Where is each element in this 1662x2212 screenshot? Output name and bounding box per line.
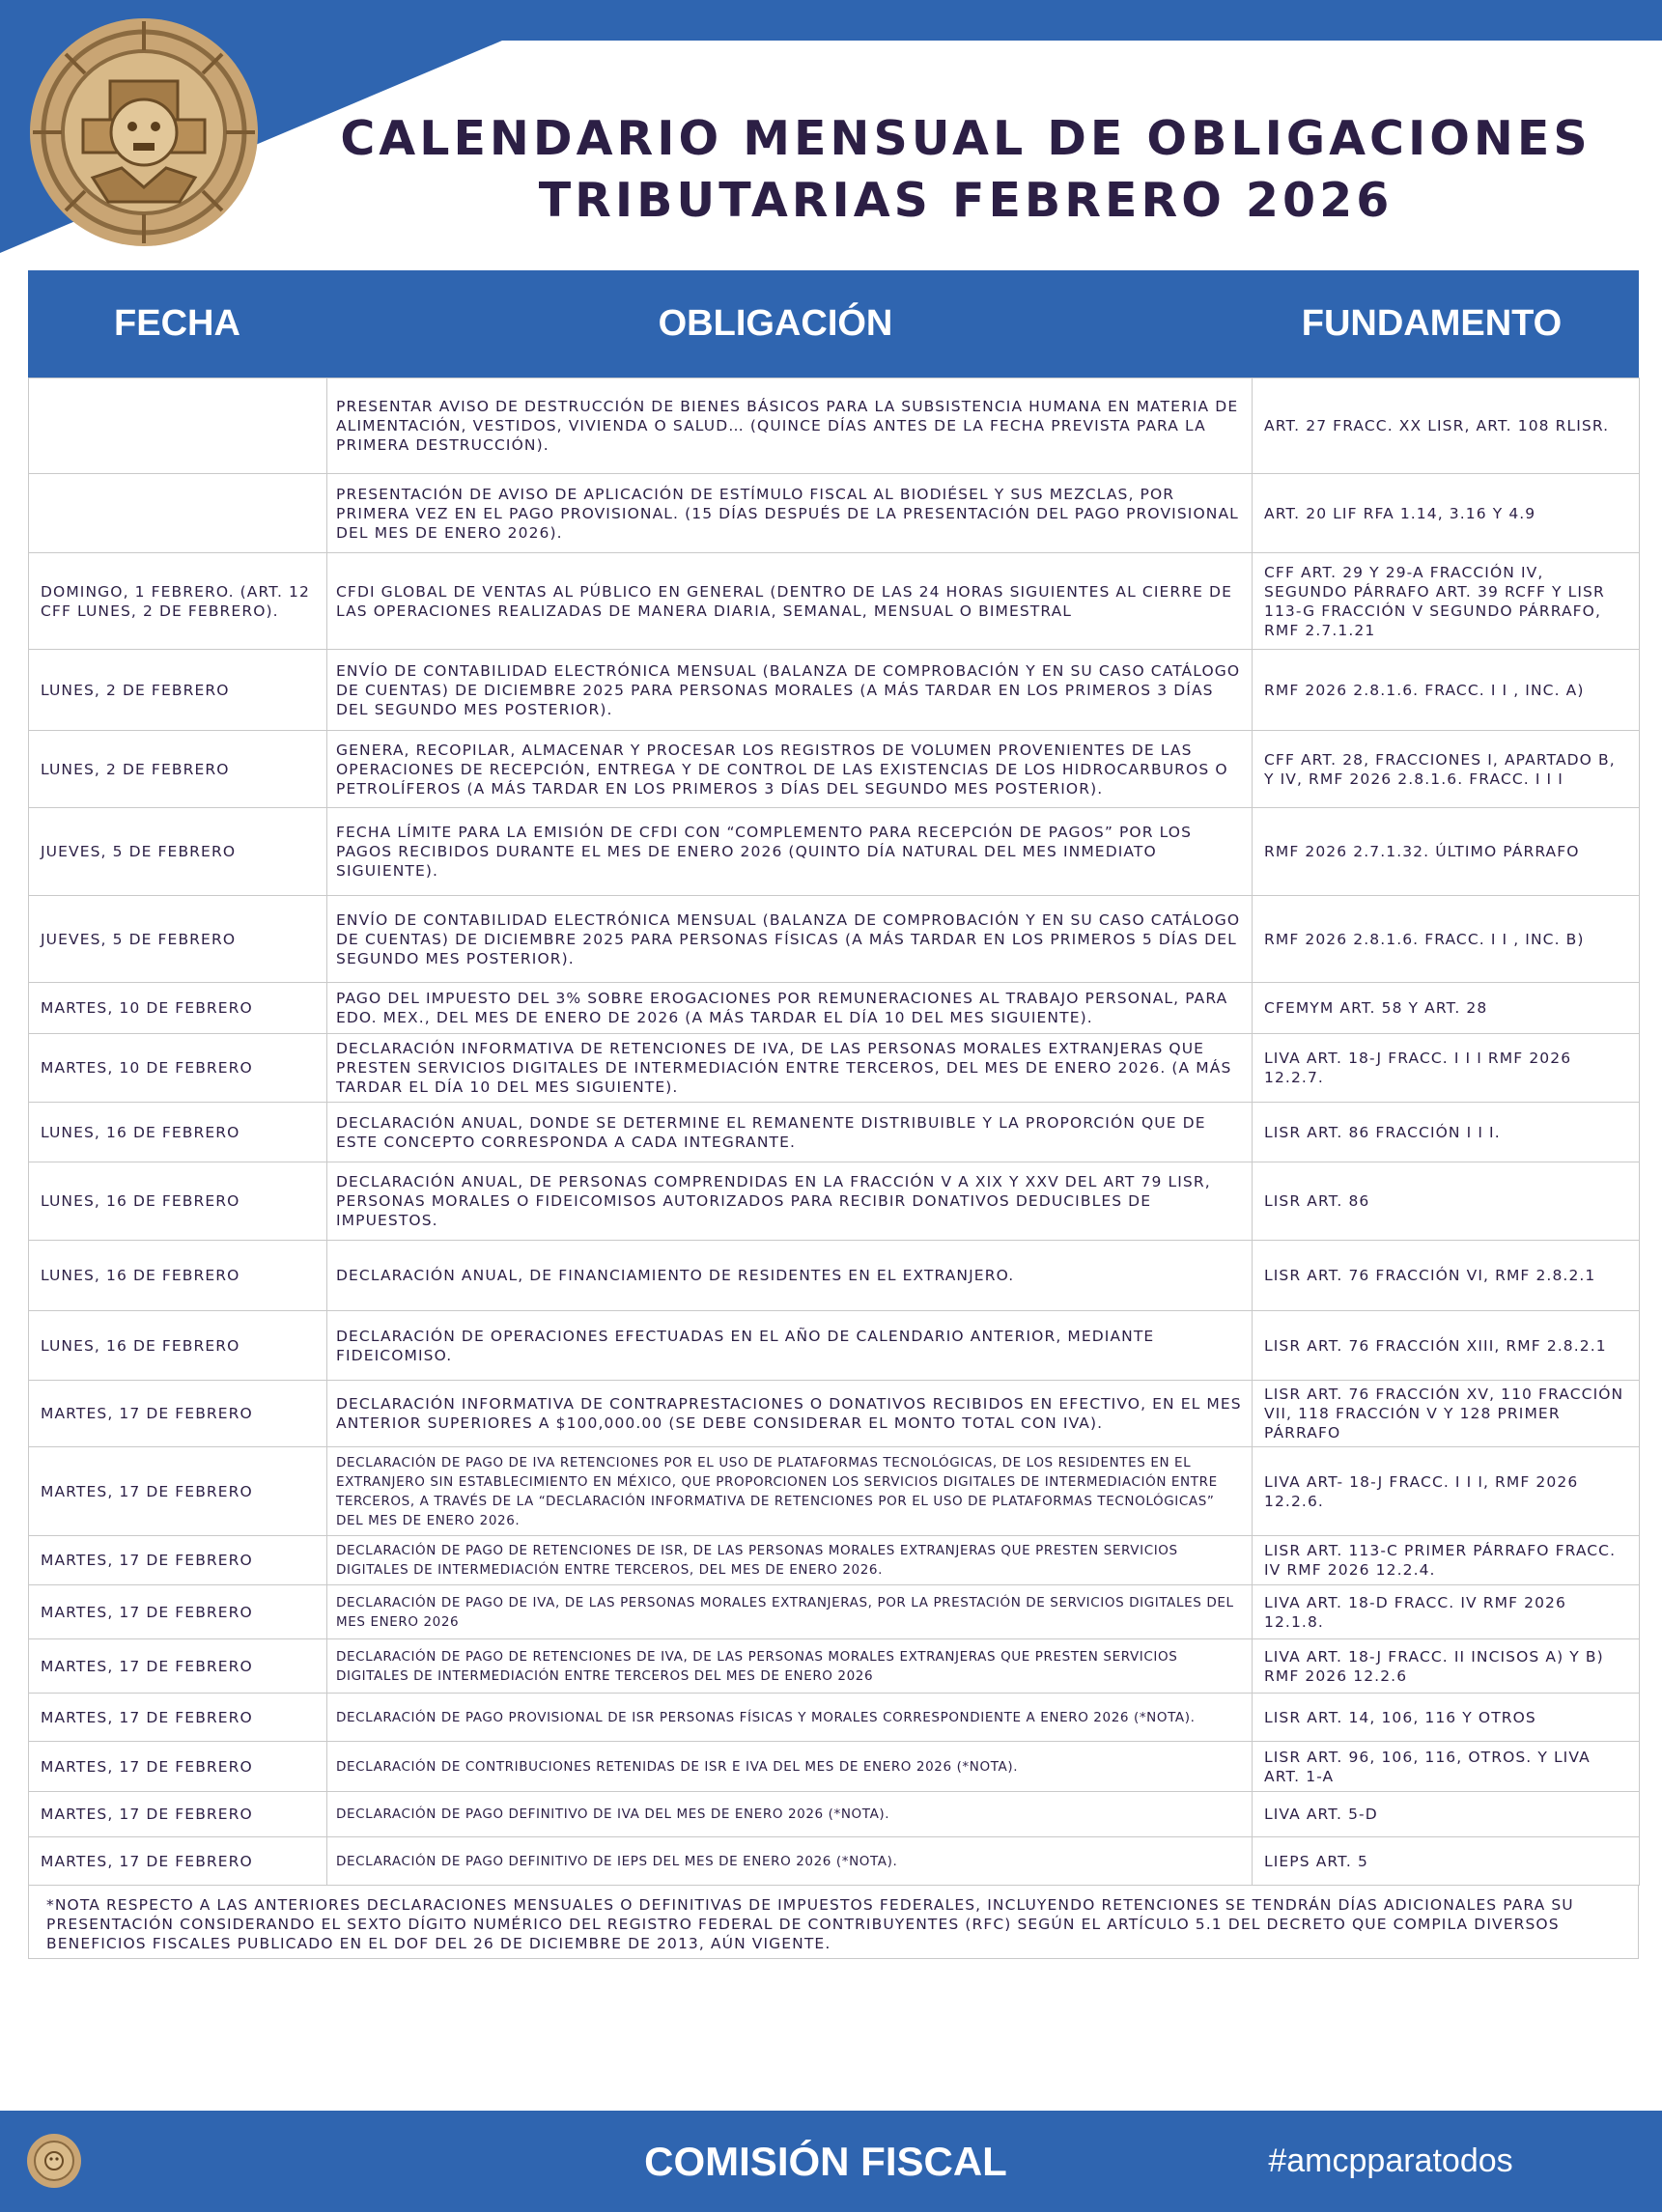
cell-fundamento: LIVA ART. 5-D [1253, 1792, 1640, 1837]
cell-fundamento: ART. 27 FRACC. XX LISR, ART. 108 RLISR. [1253, 378, 1640, 474]
cell-fecha: MARTES, 10 DE FEBRERO [29, 983, 327, 1034]
table-row [29, 1311, 1640, 1381]
cell-fundamento: LISR ART. 76 FRACCIÓN VI, RMF 2.8.2.1 [1253, 1241, 1640, 1311]
cell-fundamento: LIVA ART. 18-D FRACC. IV RMF 2026 12.1.8. [1253, 1585, 1640, 1639]
cell-fundamento: ART. 20 LIF RFA 1.14, 3.16 Y 4.9 [1253, 474, 1640, 553]
cell-fundamento: LIVA ART. 18-J FRACC. I I I RMF 2026 12.2.7. [1253, 1034, 1640, 1103]
cell-fundamento: CFEMYM ART. 58 Y ART. 28 [1253, 983, 1640, 1034]
footer-bar [0, 2111, 1662, 2212]
cell-fecha [29, 378, 327, 474]
cell-fundamento: LISR ART. 86 FRACCIÓN I I I. [1253, 1103, 1640, 1162]
page-title [290, 108, 1642, 232]
table-row [29, 983, 1640, 1034]
cell-fecha: LUNES, 16 DE FEBRERO [29, 1241, 327, 1311]
footer-title: COMISIÓN FISCAL [644, 2139, 1007, 2184]
cell-obligacion: PRESENTACIÓN DE AVISO DE APLICACIÓN DE ESTÍMULO FISCAL AL BIODIÉSEL Y SUS MEZCLAS, POR PRIMERA VEZ EN EL PAGO PROVISIONAL. (15 DÍAS DESPUÉS DE LA PRESENTACIÓN DEL PAGO PROVISIONAL DEL MES DE ENERO 2026). [327, 474, 1253, 553]
cell-fecha [29, 474, 327, 553]
cell-fundamento: LISR ART. 96, 106, 116, OTROS. Y LIVA ART. 1-A [1253, 1742, 1640, 1792]
cell-obligacion: DECLARACIÓN INFORMATIVA DE RETENCIONES DE IVA, DE LAS PERSONAS MORALES EXTRANJERAS QUE PRESTEN SERVICIOS DIGITALES DE INTERMEDIACIÓN ENTRE TERCEROS, DEL MES DE ENERO 2026. (A MÁS TARDAR EL DÍA 10 DEL MES SIGUIENTE). [327, 1034, 1253, 1103]
cell-fecha: MARTES, 17 DE FEBRERO [29, 1694, 327, 1742]
cell-fundamento: LISR ART. 76 FRACCIÓN XV, 110 FRACCIÓN VII, 118 FRACCIÓN V Y 128 PRIMER PÁRRAFO [1253, 1381, 1640, 1447]
cell-fundamento: LIEPS ART. 5 [1253, 1837, 1640, 1886]
table-row [29, 1381, 1640, 1447]
table-row [29, 1447, 1640, 1536]
table-row [29, 474, 1640, 553]
obligations-body [28, 378, 1640, 1886]
table-row [29, 1103, 1640, 1162]
cell-fundamento: RMF 2026 2.8.1.6. FRACC. I I , INC. A) [1253, 650, 1640, 731]
cell-obligacion: DECLARACIÓN DE PAGO PROVISIONAL DE ISR PERSONAS FÍSICAS Y MORALES CORRESPONDIENTE A ENERO 2026 (*NOTA). [327, 1694, 1253, 1742]
cell-fecha: MARTES, 17 DE FEBRERO [29, 1639, 327, 1694]
cell-obligacion: DECLARACIÓN DE CONTRIBUCIONES RETENIDAS DE ISR E IVA DEL MES DE ENERO 2026 (*NOTA). [327, 1742, 1253, 1792]
cell-fecha: LUNES, 16 DE FEBRERO [29, 1311, 327, 1381]
cell-fundamento: LIVA ART. 18-J FRACC. II INCISOS A) Y B) RMF 2026 12.2.6 [1253, 1639, 1640, 1694]
cell-fecha: LUNES, 2 DE FEBRERO [29, 731, 327, 808]
cell-obligacion: DECLARACIÓN DE PAGO DEFINITIVO DE IEPS DEL MES DE ENERO 2026 (*NOTA). [327, 1837, 1253, 1886]
obligations-table [28, 270, 1639, 1959]
cell-obligacion: DECLARACIÓN DE PAGO DE IVA, DE LAS PERSONAS MORALES EXTRANJERAS, POR LA PRESTACIÓN DE SERVICIOS DIGITALES DEL MES ENERO 2026 [327, 1585, 1253, 1639]
cell-fecha: MARTES, 17 DE FEBRERO [29, 1447, 327, 1536]
cell-obligacion: DECLARACIÓN DE OPERACIONES EFECTUADAS EN EL AÑO DE CALENDARIO ANTERIOR, MEDIANTE FIDEICOMISO. [327, 1311, 1253, 1381]
cell-obligacion: DECLARACIÓN ANUAL, DE PERSONAS COMPRENDIDAS EN LA FRACCIÓN V A XIX Y XXV DEL ART 79 LISR, PERSONAS MORALES O FIDEICOMISOS AUTORIZADOS PARA RECIBIR DONATIVOS DEDUCIBLES DE IMPUESTOS. [327, 1162, 1253, 1241]
cell-fecha: MARTES, 10 DE FEBRERO [29, 1034, 327, 1103]
header-obligacion: OBLIGACIÓN [658, 303, 893, 344]
table-row [29, 1536, 1640, 1585]
cell-fecha: JUEVES, 5 DE FEBRERO [29, 896, 327, 983]
cell-fecha: MARTES, 17 DE FEBRERO [29, 1742, 327, 1792]
table-row [29, 808, 1640, 896]
cell-fecha: LUNES, 16 DE FEBRERO [29, 1162, 327, 1241]
footer-hashtag[interactable]: #amcpparatodos [1268, 2142, 1513, 2179]
cell-fecha: DOMINGO, 1 FEBRERO. (ART. 12 CFF LUNES, 2 DE FEBRERO). [29, 553, 327, 650]
table-row [29, 1241, 1640, 1311]
table-row [29, 1585, 1640, 1639]
aztec-calendar-small-icon [25, 2132, 83, 2190]
cell-fecha: MARTES, 17 DE FEBRERO [29, 1837, 327, 1886]
title-line-2: TRIBUTARIAS FEBRERO 2026 [538, 173, 1394, 228]
cell-fundamento: LISR ART. 86 [1253, 1162, 1640, 1241]
cell-fundamento: CFF ART. 28, FRACCIONES I, APARTADO B, Y IV, RMF 2026 2.8.1.6. FRACC. I I I [1253, 731, 1640, 808]
cell-obligacion: DECLARACIÓN DE PAGO DE RETENCIONES DE ISR, DE LAS PERSONAS MORALES EXTRANJERAS QUE PRESTEN SERVICIOS DIGITALES DE INTERMEDIACIÓN ENTRE TERCEROS, DEL MES DE ENERO 2026. [327, 1536, 1253, 1585]
header-fecha: FECHA [114, 303, 240, 344]
table-row [29, 731, 1640, 808]
table-row [29, 1639, 1640, 1694]
table-row [29, 1162, 1640, 1241]
cell-obligacion: DECLARACIÓN ANUAL, DONDE SE DETERMINE EL REMANENTE DISTRIBUIBLE Y LA PROPORCIÓN QUE DE ESTE CONCEPTO CORRESPONDA A CADA INTEGRANTE. [327, 1103, 1253, 1162]
table-row [29, 1742, 1640, 1792]
table-row [29, 1837, 1640, 1886]
cell-fundamento: LISR ART. 14, 106, 116 Y OTROS [1253, 1694, 1640, 1742]
cell-obligacion: DECLARACIÓN DE PAGO DEFINITIVO DE IVA DEL MES DE ENERO 2026 (*NOTA). [327, 1792, 1253, 1837]
cell-fundamento: CFF ART. 29 Y 29-A FRACCIÓN IV, SEGUNDO PÁRRAFO ART. 39 RCFF Y LISR 113-G FRACCIÓN V SEGUNDO PÁRRAFO, RMF 2.7.1.21 [1253, 553, 1640, 650]
title-line-1: CALENDARIO MENSUAL DE OBLIGACIONES [340, 111, 1592, 166]
table-row [29, 378, 1640, 474]
table-row [29, 553, 1640, 650]
cell-fecha: MARTES, 17 DE FEBRERO [29, 1536, 327, 1585]
table-row [29, 1034, 1640, 1103]
cell-fecha: MARTES, 17 DE FEBRERO [29, 1585, 327, 1639]
cell-fecha: LUNES, 2 DE FEBRERO [29, 650, 327, 731]
cell-obligacion: DECLARACIÓN DE PAGO DE RETENCIONES DE IVA, DE LAS PERSONAS MORALES EXTRANJERAS QUE PRESTEN SERVICIOS DIGITALES DE INTERMEDIACIÓN ENTRE TERCEROS DEL MES DE ENERO 2026 [327, 1639, 1253, 1694]
table-row [29, 896, 1640, 983]
table-row [29, 1792, 1640, 1837]
cell-obligacion: DECLARACIÓN ANUAL, DE FINANCIAMIENTO DE RESIDENTES EN EL EXTRANJERO. [327, 1241, 1253, 1311]
aztec-calendar-logo-icon [25, 14, 263, 251]
cell-obligacion: ENVÍO DE CONTABILIDAD ELECTRÓNICA MENSUAL (BALANZA DE COMPROBACIÓN Y EN SU CASO CATÁLOGO DE CUENTAS) DE DICIEMBRE 2025 PARA PERSONAS MORALES (A MÁS TARDAR EN LOS PRIMEROS 3 DÍAS DEL SEGUNDO MES POSTERIOR). [327, 650, 1253, 731]
cell-obligacion: DECLARACIÓN DE PAGO DE IVA RETENCIONES POR EL USO DE PLATAFORMAS TECNOLÓGICAS, DE LOS RESIDENTES EN EL EXTRANJERO SIN ESTABLECIMIENTO EN MÉXICO, QUE PROPORCIONEN LOS SERVICIOS DIGITALES DE INTERMEDIACIÓN ENTRE TERCEROS, A TRAVÉS DE LA “DECLARACIÓN INFORMATIVA DE RETENCIONES POR EL USO DE PLATAFORMAS TECNOLÓGICAS” DEL MES DE ENERO 2026. [327, 1447, 1253, 1536]
header-fundamento: FUNDAMENTO [1301, 303, 1563, 344]
cell-obligacion: ENVÍO DE CONTABILIDAD ELECTRÓNICA MENSUAL (BALANZA DE COMPROBACIÓN Y EN SU CASO CATÁLOGO DE CUENTAS) DE DICIEMBRE 2025 PARA PERSONAS FÍSICAS (A MÁS TARDAR EN LOS PRIMEROS 5 DÍAS DEL SEGUNDO MES POSTERIOR). [327, 896, 1253, 983]
cell-obligacion: PAGO DEL IMPUESTO DEL 3% SOBRE EROGACIONES POR REMUNERACIONES AL TRABAJO PERSONAL, PARA EDO. MEX., DEL MES DE ENERO DE 2026 (A MÁS TARDAR EL DÍA 10 DEL MES SIGUIENTE). [327, 983, 1253, 1034]
cell-fundamento: LIVA ART- 18-J FRACC. I I I, RMF 2026 12.2.6. [1253, 1447, 1640, 1536]
table-row [29, 650, 1640, 731]
cell-fundamento: RMF 2026 2.8.1.6. FRACC. I I , INC. B) [1253, 896, 1640, 983]
cell-fundamento: LISR ART. 76 FRACCIÓN XIII, RMF 2.8.2.1 [1253, 1311, 1640, 1381]
cell-obligacion: PRESENTAR AVISO DE DESTRUCCIÓN DE BIENES BÁSICOS PARA LA SUBSISTENCIA HUMANA EN MATERIA DE ALIMENTACIÓN, VESTIDOS, VIVIENDA O SALUD… (QUINCE DÍAS ANTES DE LA FECHA PREVISTA PARA LA PRIMERA DESTRUCCIÓN). [327, 378, 1253, 474]
cell-fecha: MARTES, 17 DE FEBRERO [29, 1792, 327, 1837]
cell-fundamento: RMF 2026 2.7.1.32. ÚLTIMO PÁRRAFO [1253, 808, 1640, 896]
table-row [29, 1694, 1640, 1742]
cell-obligacion: GENERA, RECOPILAR, ALMACENAR Y PROCESAR LOS REGISTROS DE VOLUMEN PROVENIENTES DE LAS OPERACIONES DE RECEPCIÓN, ENTREGA Y DE CONTROL DE LAS EXISTENCIAS DE LOS HIDROCARBUROS O PETROLÍFEROS (A MÁS TARDAR EN LOS PRIMEROS 3 DÍAS DEL SEGUNDO MES POSTERIOR). [327, 731, 1253, 808]
cell-fecha: MARTES, 17 DE FEBRERO [29, 1381, 327, 1447]
cell-fecha: JUEVES, 5 DE FEBRERO [29, 808, 327, 896]
cell-obligacion: FECHA LÍMITE PARA LA EMISIÓN DE CFDI CON “COMPLEMENTO PARA RECEPCIÓN DE PAGOS” POR LOS PAGOS RECIBIDOS DURANTE EL MES DE ENERO 2026 (QUINTO DÍA NATURAL DEL MES INMEDIATO SIGUIENTE). [327, 808, 1253, 896]
cell-obligacion: CFDI GLOBAL DE VENTAS AL PÚBLICO EN GENERAL (DENTRO DE LAS 24 HORAS SIGUIENTES AL CIERRE DE LAS OPERACIONES REALIZADAS DE MANERA DIARIA, SEMANAL, MENSUAL O BIMESTRAL [327, 553, 1253, 650]
footnote: *NOTA RESPECTO A LAS ANTERIORES DECLARACIONES MENSUALES O DEFINITIVAS DE IMPUESTOS FEDERALES, INCLUYENDO RETENCIONES SE TENDRÁN DÍAS ADICIONALES PARA SU PRESENTACIÓN CONSIDERANDO EL SEXTO DÍGITO NUMÉRICO DEL REGISTRO FEDERAL DE CONTRIBUYENTES (RFC) SEGÚN EL ARTÍCULO 5.1 DEL DECRETO QUE COMPILA DIVERSOS BENEFICIOS FISCALES PUBLICADO EN EL DOF DEL 26 DE DICIEMBRE DE 2013, AÚN VIGENTE. [28, 1886, 1639, 1959]
cell-fundamento: LISR ART. 113-C PRIMER PÁRRAFO FRACC. IV RMF 2026 12.2.4. [1253, 1536, 1640, 1585]
cell-fecha: LUNES, 16 DE FEBRERO [29, 1103, 327, 1162]
cell-obligacion: DECLARACIÓN INFORMATIVA DE CONTRAPRESTACIONES O DONATIVOS RECIBIDOS EN EFECTIVO, EN EL MES ANTERIOR SUPERIORES A $100,000.00 (SE DEBE CONSIDERAR EL MONTO TOTAL CON IVA). [327, 1381, 1253, 1447]
table-header [28, 270, 1639, 378]
